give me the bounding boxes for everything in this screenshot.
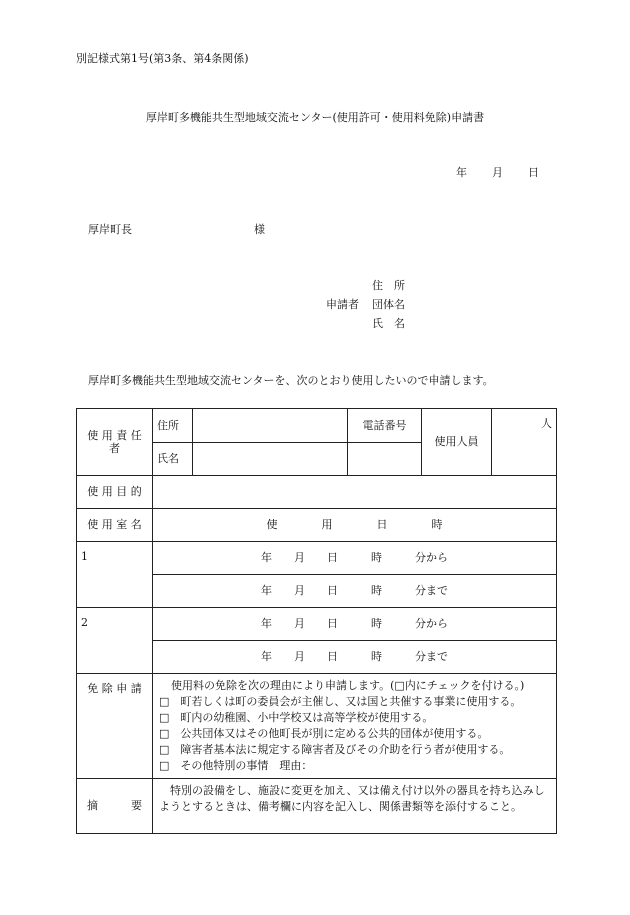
- purpose-label: 使 用 目 的: [77, 476, 153, 509]
- form-number: 別記様式第1号(第3条、第4条関係): [76, 52, 249, 65]
- purpose-field[interactable]: [153, 476, 557, 509]
- exemption-label: 免 除 申 請: [77, 674, 153, 779]
- intro-text: 厚岸町多機能共生型地域交流センターを、次のとおり使用したいので申請します。: [88, 374, 494, 387]
- name-label: 氏名: [153, 443, 193, 476]
- date-month: 月: [492, 166, 503, 179]
- exemption-section: [153, 674, 557, 779]
- date-year: 年: [456, 166, 467, 179]
- phone-field[interactable]: [348, 443, 422, 476]
- exemption-item[interactable]: □ 障害者基本法に規定する障害者及びその介助を行う者が使用する。: [159, 742, 511, 756]
- room-2-to[interactable]: 年 月 日 時 分まで: [153, 641, 557, 674]
- document-title: 厚岸町多機能共生型地域交流センター(使用許可・使用料免除)申請書: [145, 111, 485, 124]
- name-field[interactable]: [193, 443, 348, 476]
- room-1-to[interactable]: 年 月 日 時 分まで: [153, 575, 557, 608]
- addressee-name: 厚岸町長: [88, 223, 132, 236]
- applicant-address-label: 住 所: [372, 279, 405, 292]
- users-unit: 人: [541, 417, 552, 430]
- application-table: [76, 408, 557, 834]
- users-field[interactable]: [492, 409, 557, 476]
- phone-label: 電話番号: [348, 409, 422, 443]
- room-label: 使 用 室 名: [77, 509, 153, 542]
- room-1-number[interactable]: 1: [77, 542, 153, 608]
- exemption-item[interactable]: □ 町若しくは町の委員会が主催し、又は国と共催する事業に使用する。: [159, 694, 522, 708]
- remarks-label: 摘 要: [77, 778, 153, 833]
- room-1-from[interactable]: 年 月 日 時 分から: [153, 542, 557, 575]
- users-label: 使用人員: [422, 409, 492, 476]
- remarks-body: 特別の設備をし、施設に変更を加え、又は備え付け以外の器具を持ち込みしようとするときは、備考欄に内容を記入し、関係書類等を添付すること。: [159, 783, 545, 813]
- room-2-number[interactable]: 2: [77, 608, 153, 674]
- date-day: 日: [528, 166, 539, 179]
- exemption-item[interactable]: □ 公共団体又はその他町長が別に定める公共的団体が使用する。: [159, 726, 489, 740]
- address-field[interactable]: [193, 409, 348, 443]
- exemption-item[interactable]: □ その他特別の事情 理由：: [159, 758, 313, 772]
- exemption-item[interactable]: □ 町内の幼稚園、小中学校又は高等学校が使用する。: [159, 710, 434, 724]
- room-2-from[interactable]: 年 月 日 時 分から: [153, 608, 557, 641]
- remarks-text: [153, 778, 557, 833]
- applicant-organization-label: 団体名: [372, 298, 405, 311]
- addressee-honorific: 様: [254, 223, 265, 236]
- exemption-intro: 使用料の免除を次の理由により申請します。(□内にチェックを付ける。): [171, 679, 525, 692]
- responsible-label: 使 用 責 任 者: [77, 409, 153, 476]
- applicant-label: 申請者: [326, 298, 359, 311]
- datetime-header: 使 用 日 時: [153, 509, 557, 542]
- address-label: 住所: [153, 409, 193, 443]
- applicant-name-label: 氏 名: [372, 317, 405, 330]
